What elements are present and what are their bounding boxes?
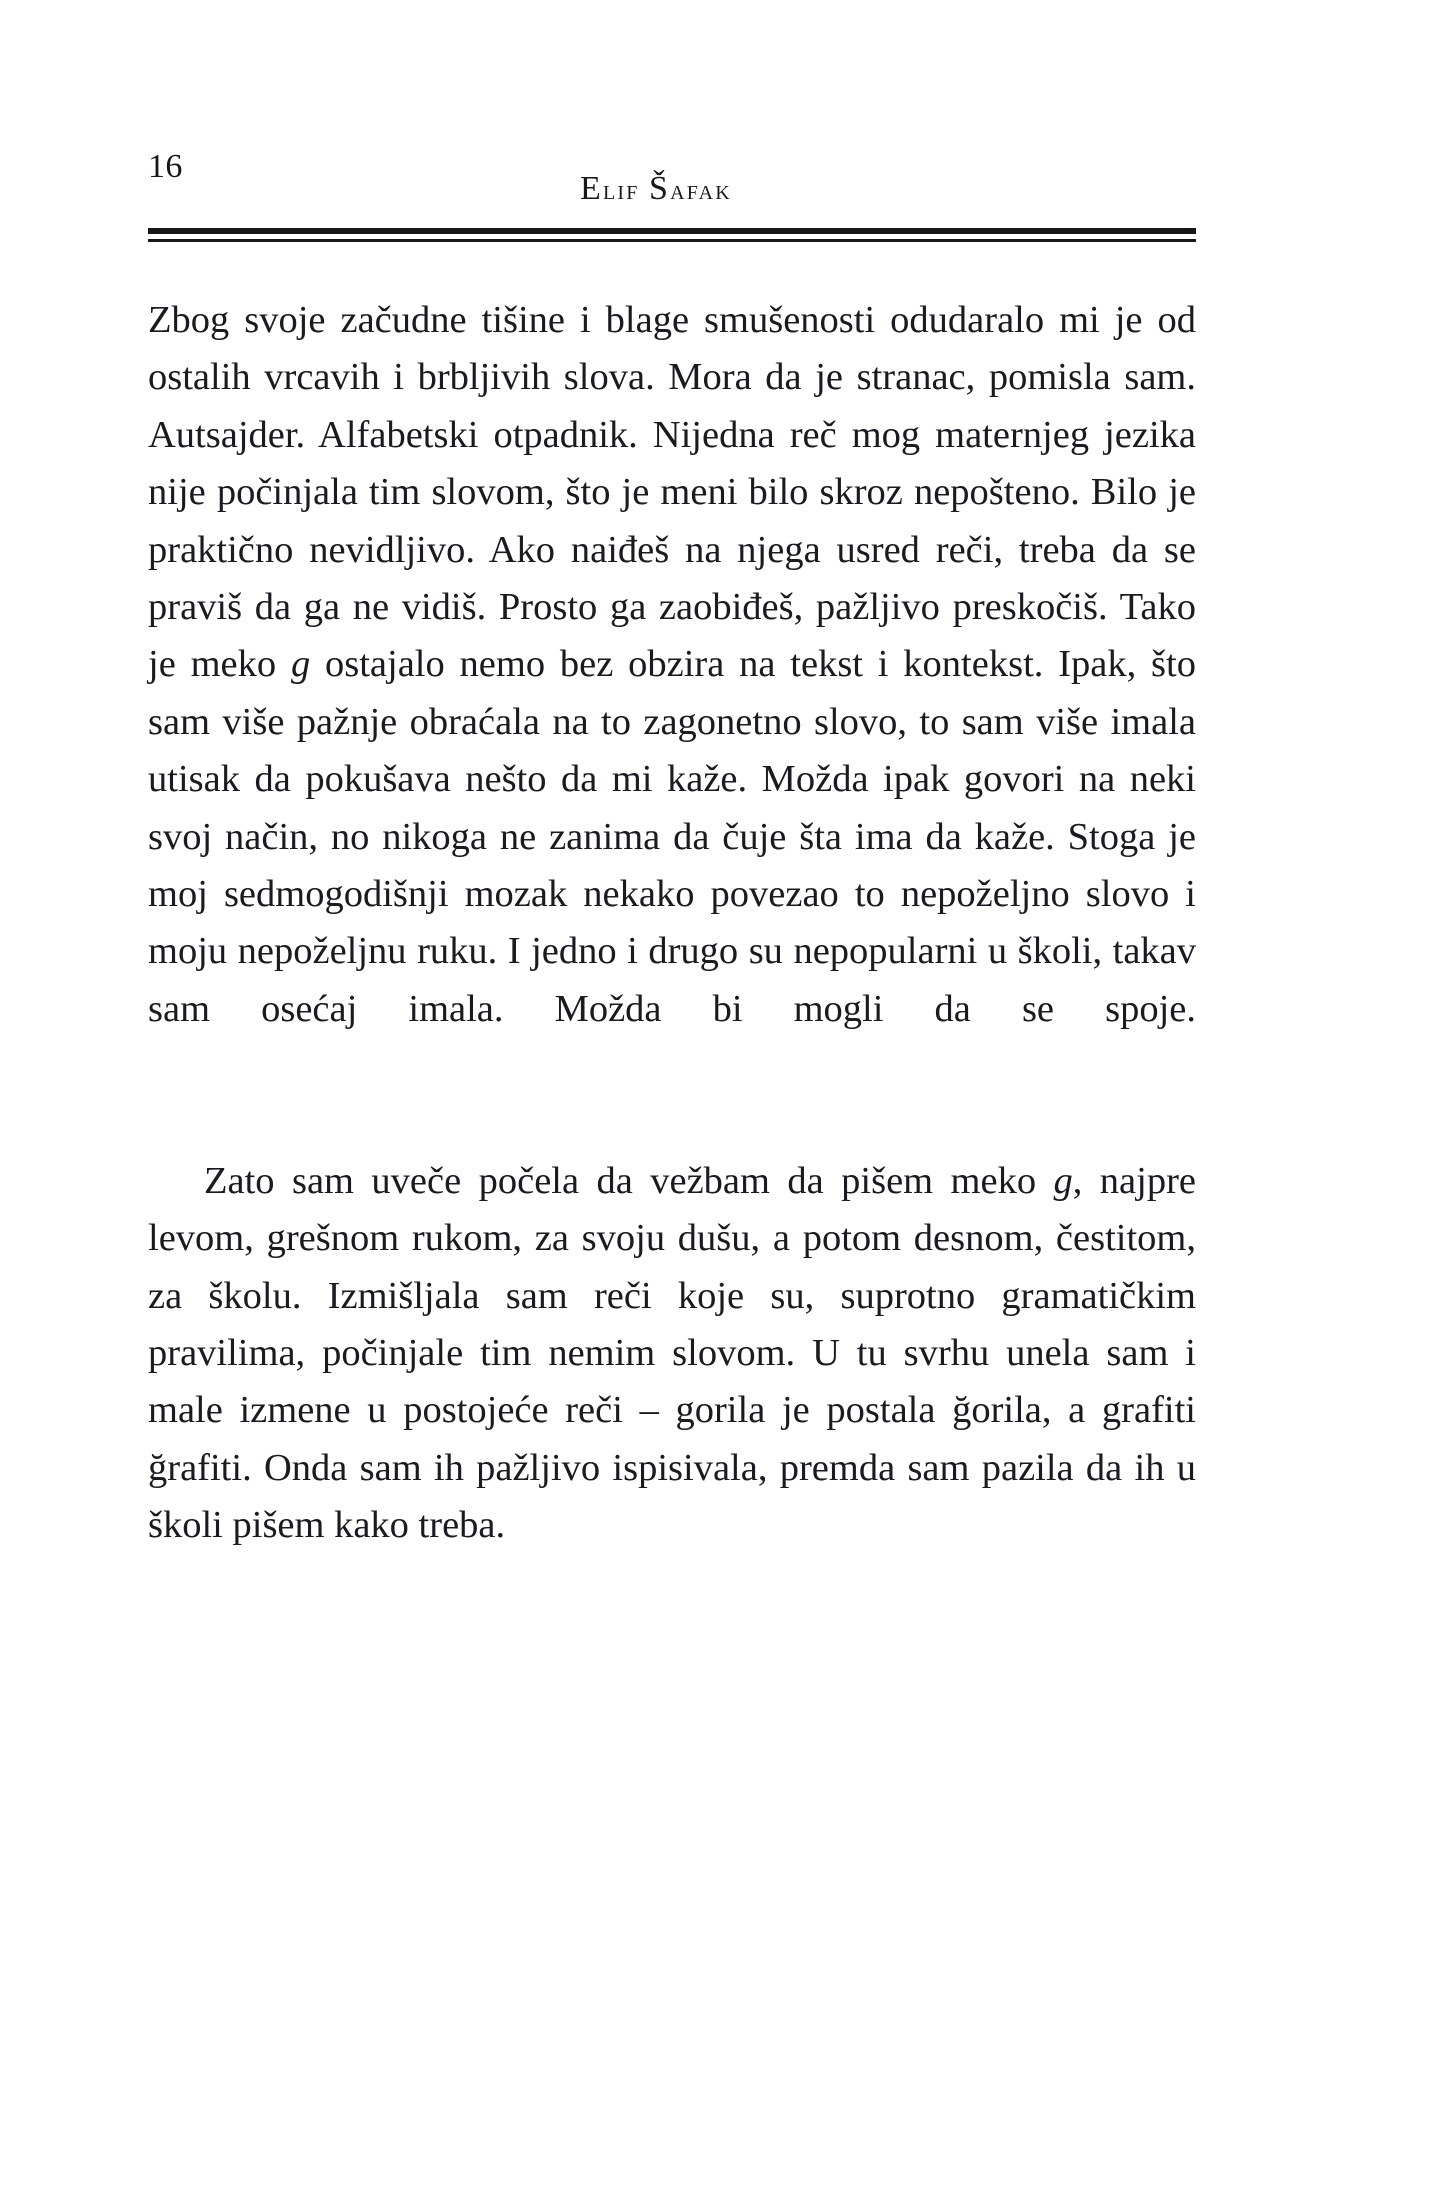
paragraph-1: Zbog svoje začudne tišine i blage smušenosti odudaralo mi je od ostalih vrcavih i brbljivih slova. Mora da je stranac, pomisla sam. Autsajder. Alfabetski otpadnik. Nijedna reč mog maternjeg jezika nije počinjala tim slovom, što je meni bilo skroz nepošteno. Bilo je praktično nevidljivo. Ako naiđeš na njega usred reči, treba da se praviš da ga ne vidiš. Prosto ga zaobiđeš, pažljivo preskočiš. Tako je meko g ostajalo nemo bez obzira na tekst i kontekst. Ipak, što sam više pažnje obraćala na to zagonetno slovo, to sam više imala utisak da pokušava nešto da mi kaže. Možda ipak govori na neki svoj način, no nikoga ne zanima da čuje šta ima da kaže. Stoga je moj sedmogodišnji mozak nekako povezao to nepoželjno slovo i moju nepoželjnu ruku. I jedno i drugo su nepopularni u školi, takav sam osećaj imala. Možda bi mogli da se spoje. [148,299,1196,1030]
italic-run-1: g [1053,1159,1073,1202]
author-initial-second: Š [649,170,671,207]
page-number: 16 [148,148,183,185]
page-content-column [148,0,1196,1555]
paragraph-2: Zato sam uveče počela da vežbam da pišem meko g, najpre levom, grešnom rukom, za svoju dušu, a potom desnom, čestitom, za školu. Izmišljala sam reči koje su, suprotno gramatičkim pravilima, počinjale tim nemim slovom. U tu svrhu unela sam i male izmene u postojeće reči – gorila je postala ğorila, a grafiti ğrafiti. Onda sam ih pažljivo ispisivala, premda sam pazila da ih u školi pišem kako treba. [148,1159,1196,1547]
rule-thin [148,239,1196,242]
author-last-name-rest: afak [670,174,732,206]
author-initial-first: E [580,170,603,207]
header-double-rule [148,228,1196,242]
body-text-block [148,292,1196,1555]
italic-run-1: g [290,643,311,686]
author-running-head [580,172,732,206]
author-first-name-rest: lif [602,174,640,206]
running-header [148,150,1196,206]
